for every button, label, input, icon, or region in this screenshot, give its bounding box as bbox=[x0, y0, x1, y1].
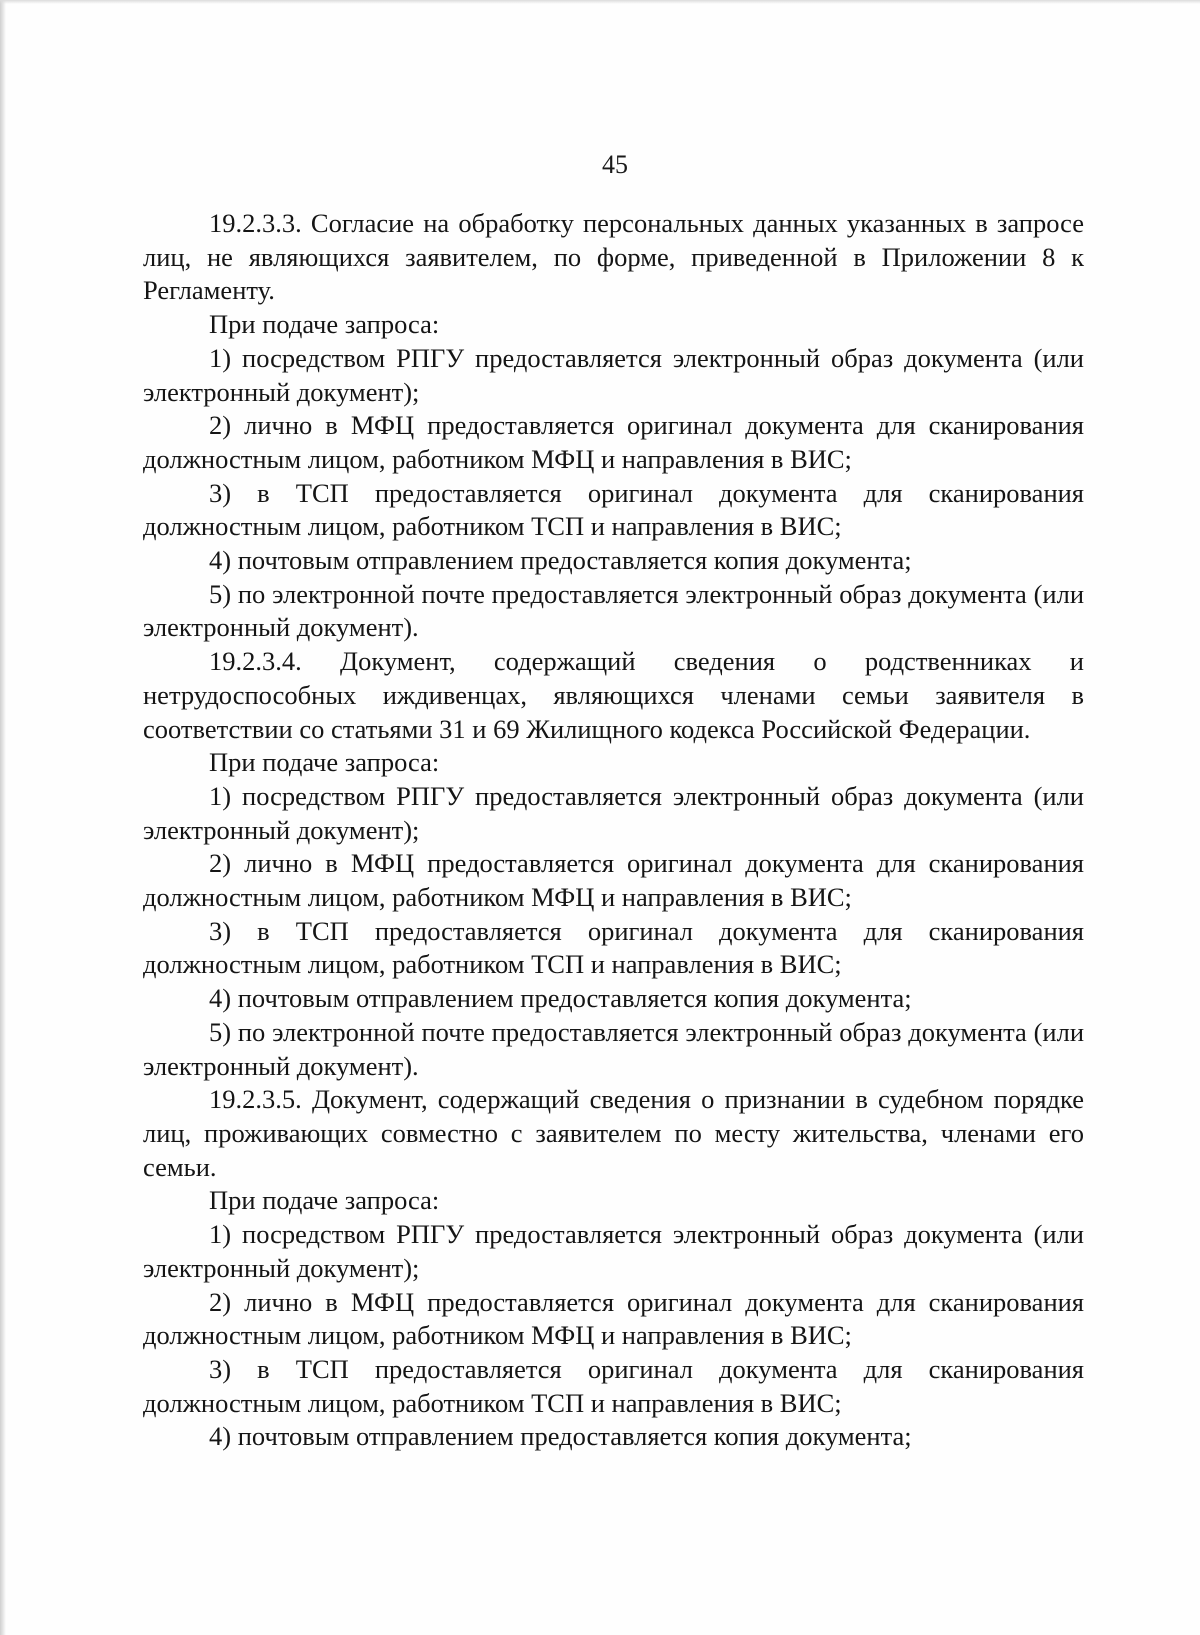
list-item: 3) в ТСП предоставляется оригинал документа для сканирования должностным лицом, работником ТСП и направления в ВИС; bbox=[143, 915, 1084, 980]
paragraph: При подаче запроса: bbox=[209, 1185, 440, 1216]
page-number: 45 bbox=[602, 150, 628, 179]
list-item: 1) посредством РПГУ предоставляется электронный образ документа (или электронный документ); bbox=[143, 780, 1084, 845]
list-item: 2) лично в МФЦ предоставляется оригинал документа для сканирования должностным лицом, работником МФЦ и направления в ВИС; bbox=[143, 1286, 1084, 1351]
list-item: 4) почтовым отправлением предоставляется копия документа; bbox=[209, 983, 912, 1014]
document-body bbox=[143, 207, 1084, 1454]
list-item: 3) в ТСП предоставляется оригинал документа для сканирования должностным лицом, работником ТСП и направления в ВИС; bbox=[143, 477, 1084, 542]
paragraph: При подаче запроса: bbox=[209, 309, 440, 340]
paragraph: При подаче запроса: bbox=[209, 747, 440, 778]
list-item: 5) по электронной почте предоставляется электронный образ документа (или электронный документ). bbox=[143, 578, 1084, 643]
list-item: 4) почтовым отправлением предоставляется копия документа; bbox=[209, 1421, 912, 1452]
list-item: 2) лично в МФЦ предоставляется оригинал документа для сканирования должностным лицом, работником МФЦ и направления в ВИС; bbox=[143, 848, 1084, 913]
scan-edge bbox=[0, 0, 1200, 4]
list-item: 5) по электронной почте предоставляется электронный образ документа (или электронный документ). bbox=[143, 1016, 1084, 1081]
scan-edge bbox=[0, 0, 6, 1635]
paragraph: 19.2.3.3. Согласие на обработку персональных данных указанных в запросе лиц, не являющихся заявителем, по форме, приведенной в Приложении 8 к Регламенту. bbox=[143, 208, 1084, 306]
list-item: 2) лично в МФЦ предоставляется оригинал документа для сканирования должностным лицом, работником МФЦ и направления в ВИС; bbox=[143, 410, 1084, 474]
paragraph: 19.2.3.4. Документ, содержащий сведения о родственниках и нетрудоспособных иждивенцах, являющихся членами семьи заявителя в соответствии со статьями 31 и 69 Жилищного кодекса Российской Федерации. bbox=[143, 646, 1084, 744]
list-item: 3) в ТСП предоставляется оригинал документа для сканирования должностным лицом, работником ТСП и направления в ВИС; bbox=[143, 1353, 1084, 1418]
list-item: 4) почтовым отправлением предоставляется копия документа; bbox=[209, 545, 912, 576]
list-item: 1) посредством РПГУ предоставляется электронный образ документа (или электронный документ); bbox=[143, 342, 1084, 407]
list-item: 1) посредством РПГУ предоставляется электронный образ документа (или электронный документ); bbox=[143, 1219, 1084, 1283]
paragraph: 19.2.3.5. Документ, содержащий сведения о признании в судебном порядке лиц, проживающих совместно с заявителем по месту жительства, членами его семьи. bbox=[143, 1084, 1084, 1182]
